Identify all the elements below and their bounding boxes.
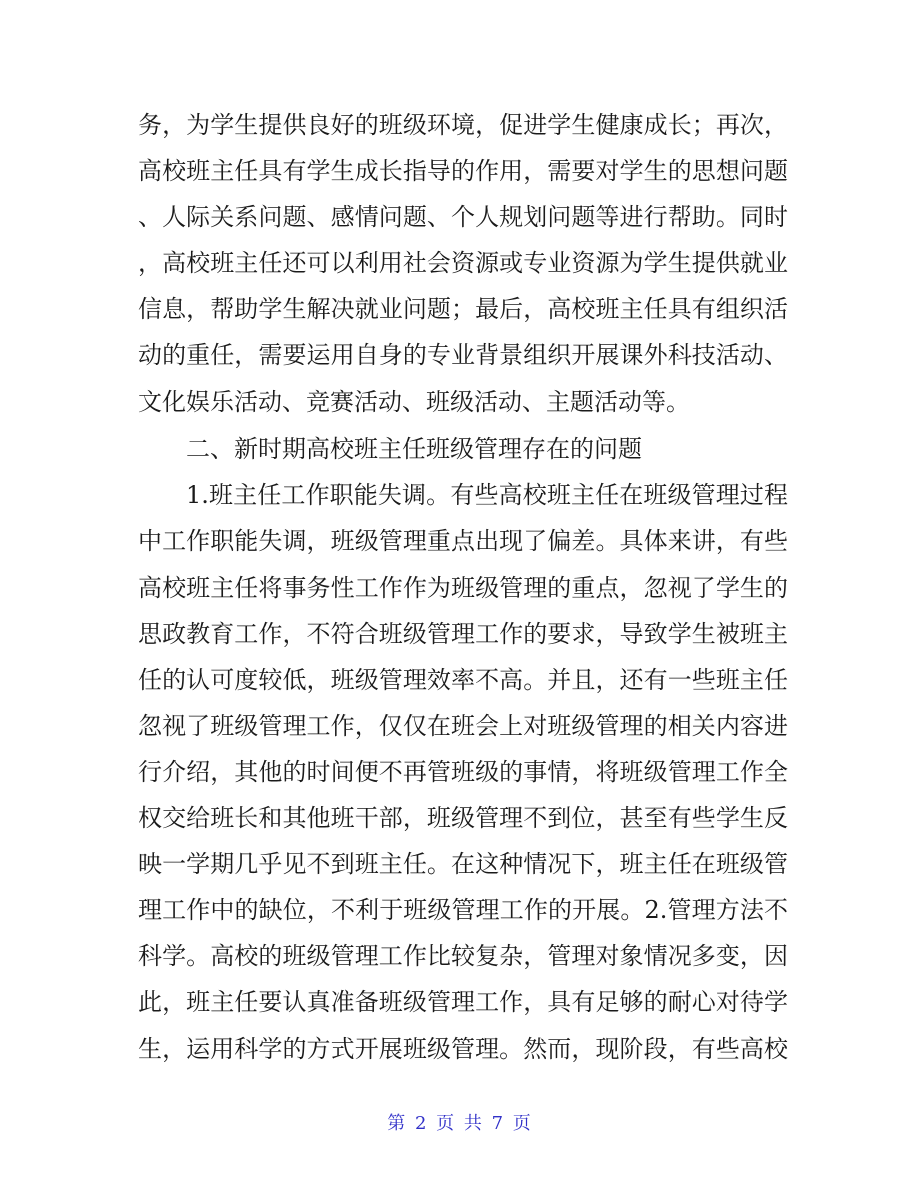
paragraph-line: 权交给班长和其他班干部，班级管理不到位，甚至有些学生反 <box>138 804 788 832</box>
paragraph-line: ，高校班主任还可以利用社会资源或专业资源为学生提供就业 <box>138 249 788 277</box>
paragraph-line: 务，为学生提供良好的班级环境，促进学生健康成长；再次， <box>138 111 788 139</box>
paragraph-line: 中工作职能失调，班级管理重点出现了偏差。具体来讲，有些 <box>138 527 788 555</box>
paragraph-line: 1.班主任工作职能失调。有些高校班主任在班级管理过程 <box>186 481 788 509</box>
paragraph-line: 任的认可度较低，班级管理效率不高。并且，还有一些班主任 <box>138 666 788 694</box>
paragraph-line: 动的重任，需要运用自身的专业背景组织开展课外科技活动、 <box>138 341 788 369</box>
paragraph-line: 映一学期几乎见不到班主任。在这种情况下，班主任在班级管 <box>138 850 788 878</box>
paragraph-line: 、人际关系问题、感情问题、个人规划问题等进行帮助。同时 <box>138 203 788 231</box>
section-heading: 二、新时期高校班主任班级管理存在的问题 <box>186 435 642 463</box>
paragraph-line: 忽视了班级管理工作，仅仅在班会上对班级管理的相关内容进 <box>138 712 788 740</box>
paragraph-line: 行介绍，其他的时间便不再管班级的事情，将班级管理工作全 <box>138 758 788 786</box>
page-number-footer: 第 2 页 共 7 页 <box>387 1113 533 1134</box>
paragraph-line: 生，运用科学的方式开展班级管理。然而，现阶段，有些高校 <box>138 1035 788 1063</box>
paragraph-line: 高校班主任具有学生成长指导的作用，需要对学生的思想问题 <box>138 157 788 185</box>
paragraph-line: 思政教育工作，不符合班级管理工作的要求，导致学生被班主 <box>138 620 788 648</box>
paragraph-line: 高校班主任将事务性工作作为班级管理的重点，忽视了学生的 <box>138 574 788 602</box>
paragraph-line: 信息，帮助学生解决就业问题；最后，高校班主任具有组织活 <box>138 295 788 323</box>
paragraph-line: 科学。高校的班级管理工作比较复杂，管理对象情况多变，因 <box>138 942 788 970</box>
paragraph-line: 此，班主任要认真准备班级管理工作，具有足够的耐心对待学 <box>138 988 788 1016</box>
paragraph-line: 理工作中的缺位，不利于班级管理工作的开展。2.管理方法不 <box>138 896 788 924</box>
paragraph-line: 文化娱乐活动、竞赛活动、班级活动、主题活动等。 <box>138 388 690 416</box>
